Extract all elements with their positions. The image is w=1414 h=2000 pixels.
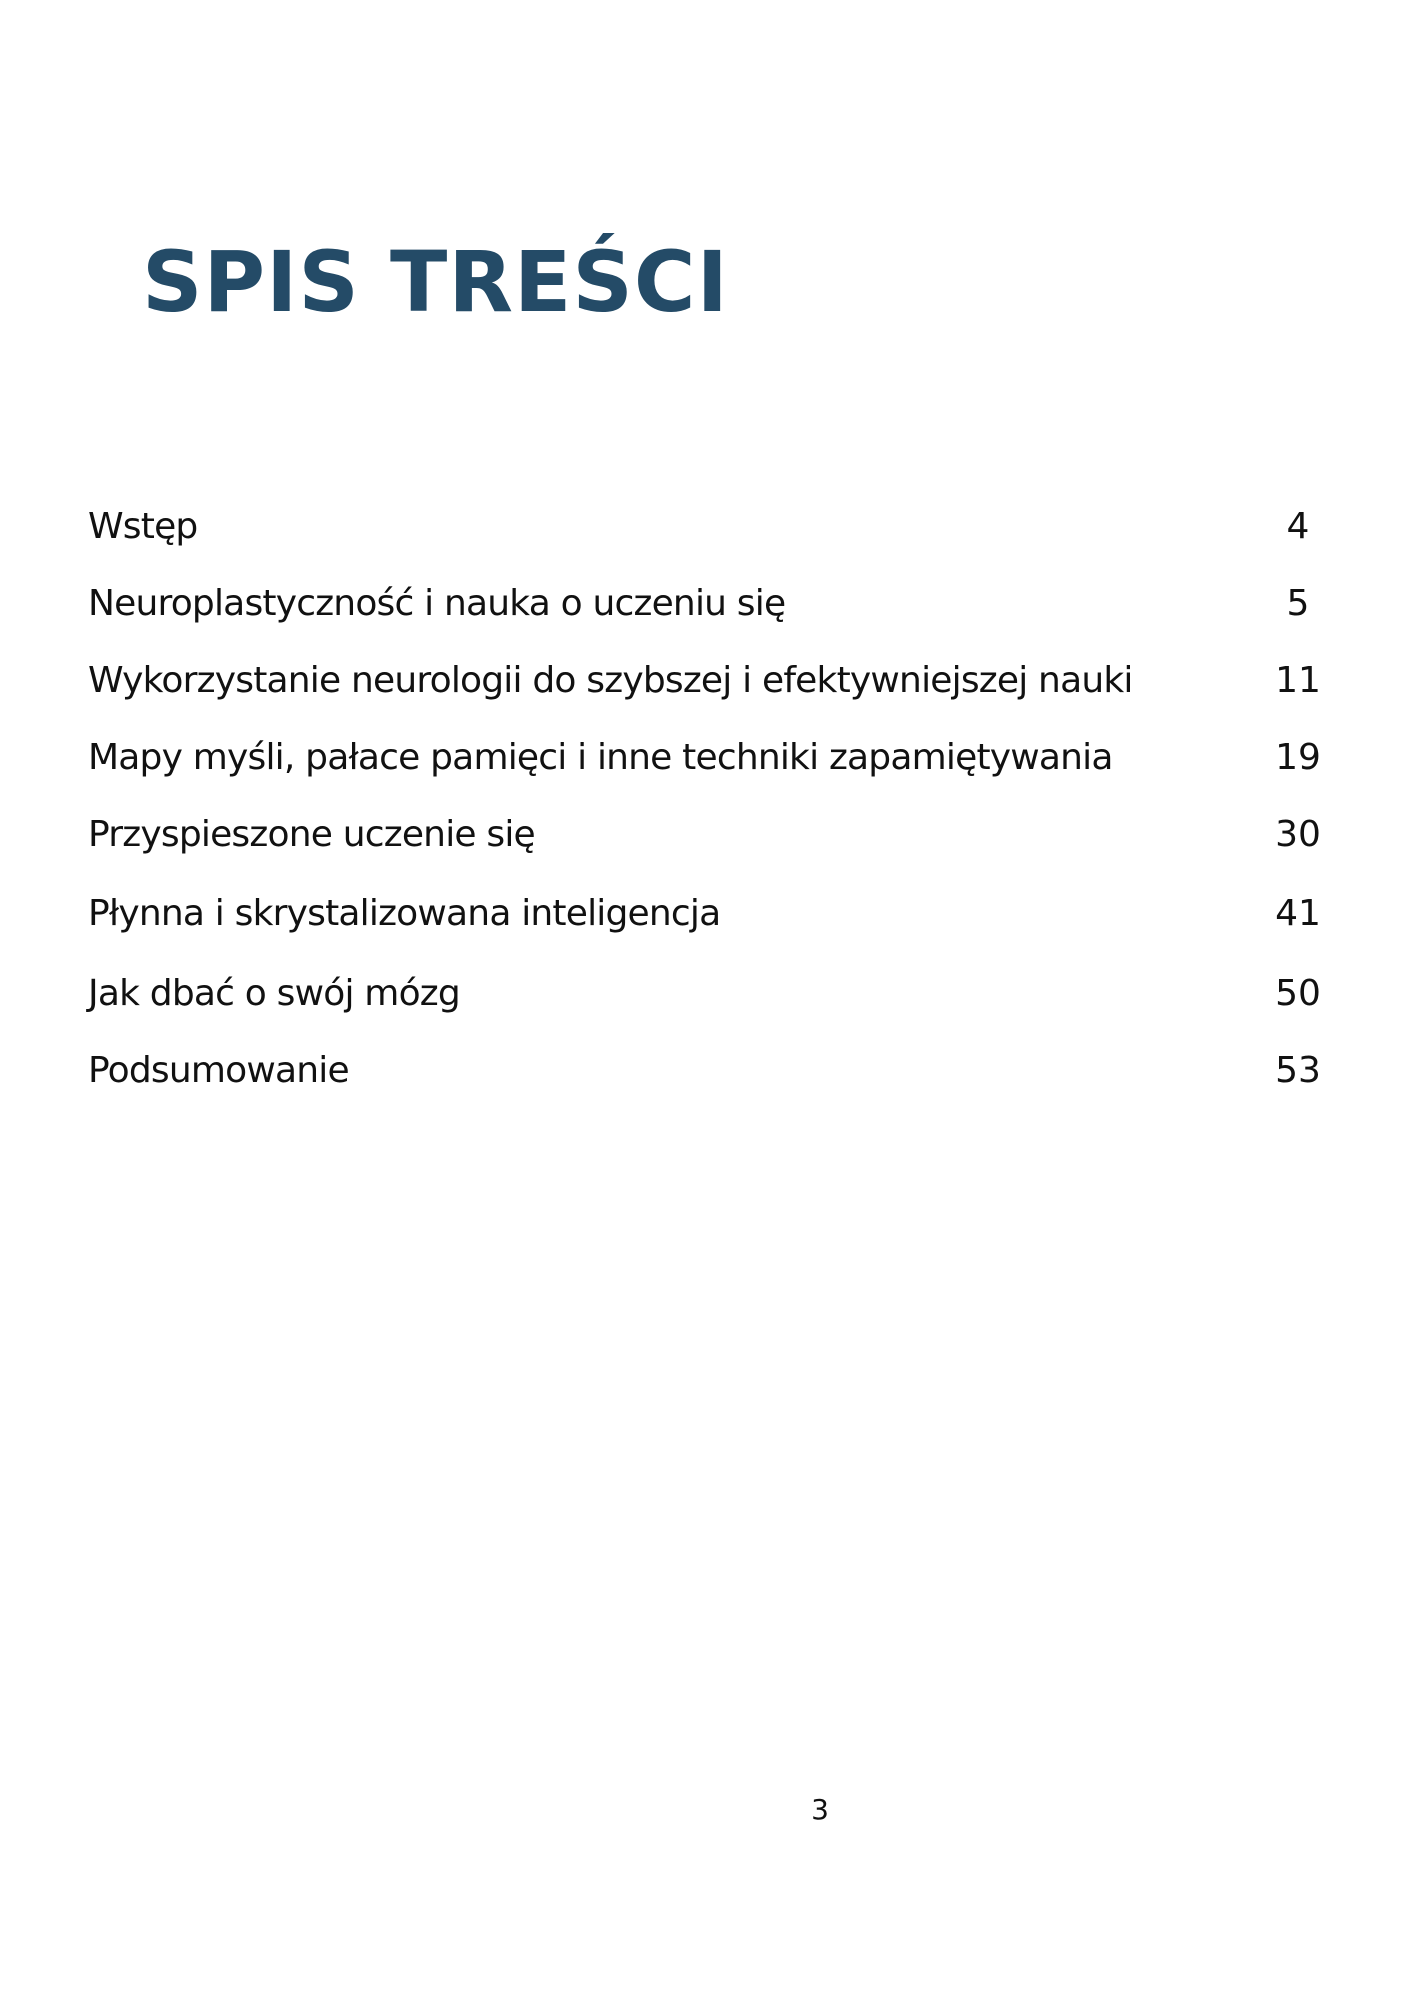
toc-entry-title: Neuroplastyczność i nauka o uczeniu się xyxy=(88,582,786,624)
toc-entry-wykorzystanie-neurologii[interactable] xyxy=(88,642,1328,719)
toc-entry-page: 53 xyxy=(1275,1049,1321,1091)
toc-entry-podsumowanie[interactable] xyxy=(88,1032,1328,1109)
toc-entry-page: 50 xyxy=(1275,972,1321,1014)
toc-entry-mapy-mysli[interactable] xyxy=(88,719,1328,796)
toc-entry-jak-dbac-o-mozg[interactable] xyxy=(88,955,1328,1032)
toc-entry-neuroplastycznosc[interactable] xyxy=(88,565,1328,642)
toc-entry-inteligencja[interactable] xyxy=(88,873,1328,955)
toc-entry-title: Wykorzystanie neurologii do szybszej i efektywniejszej nauki xyxy=(88,659,1133,701)
toc-entry-page: 30 xyxy=(1275,813,1321,855)
toc-entry-title: Wstęp xyxy=(88,505,198,547)
toc-entry-page: 5 xyxy=(1286,582,1310,624)
table-of-contents xyxy=(88,488,1328,1109)
page-number: 3 xyxy=(811,1793,829,1826)
toc-entry-wstep[interactable] xyxy=(88,488,1328,565)
page-title: SPIS TREŚCI xyxy=(142,233,729,331)
toc-entry-page: 41 xyxy=(1275,893,1321,934)
toc-entry-title: Przyspieszone uczenie się xyxy=(88,813,535,855)
toc-entry-page: 19 xyxy=(1275,736,1321,778)
toc-entry-page: 4 xyxy=(1286,505,1310,547)
toc-entry-title: Podsumowanie xyxy=(88,1049,349,1091)
toc-entry-title: Mapy myśli, pałace pamięci i inne techniki zapamiętywania xyxy=(88,736,1113,778)
toc-entry-page: 11 xyxy=(1275,659,1321,701)
toc-entry-przyspieszone-uczenie[interactable] xyxy=(88,796,1328,873)
toc-entry-title: Jak dbać o swój mózg xyxy=(88,972,460,1014)
toc-entry-title: Płynna i skrystalizowana inteligencja xyxy=(88,893,721,934)
